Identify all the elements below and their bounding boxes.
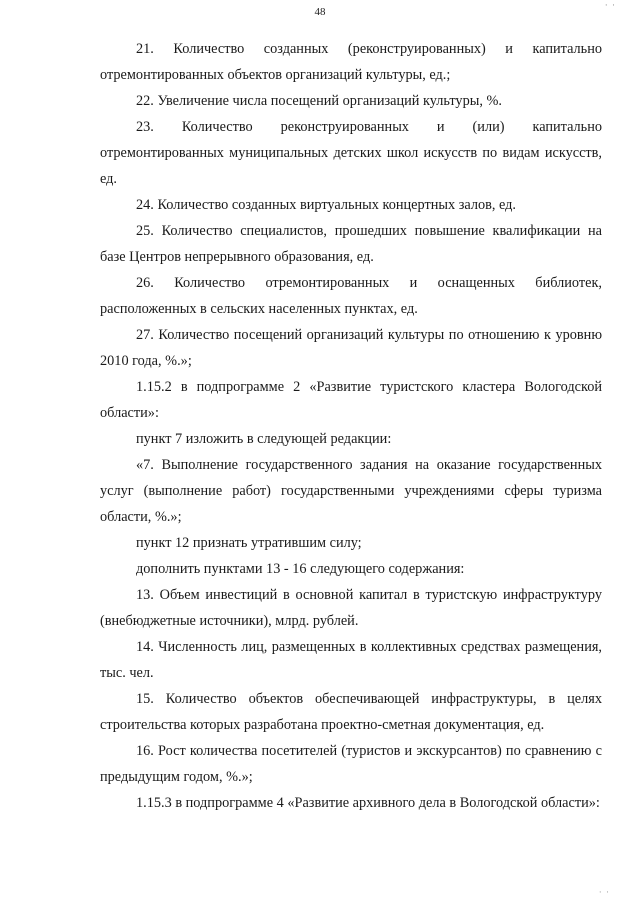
paragraph-item-16: 16. Рост количества посетителей (туристов и экскурсантов) по сравнению с предыдущим годом, %.»;: [100, 743, 602, 785]
paragraph-item-21: 21. Количество созданных (реконструированных) и капитально отремонтированных объектов организаций культуры, ед.;: [100, 41, 602, 83]
paragraph-add-points-instruction: дополнить пунктами 13 - 16 следующего содержания:: [136, 561, 465, 577]
paragraph-point-7-text: «7. Выполнение государственного задания на оказание государственных услуг (выполнение работ) государственными учреждениями сферы туризма области, %.»;: [100, 457, 602, 525]
paragraph-item-23: 23. Количество реконструированных и (или) капитально отремонтированных муниципальных детских школ искусств по видам искусств, ед.: [100, 119, 602, 187]
scan-corner-mark-bottom: · ·: [598, 887, 610, 897]
paragraph-item-27: 27. Количество посещений организаций культуры по отношению к уровню 2010 года, %.»;: [100, 327, 602, 369]
paragraph-subprogram-4-heading: 1.15.3 в подпрограмме 4 «Развитие архивного дела в Вологодской области»:: [136, 795, 600, 811]
paragraph-item-14: 14. Численность лиц, размещенных в коллективных средствах размещения, тыс. чел.: [100, 639, 602, 681]
paragraph-point-7-instruction: пункт 7 изложить в следующей редакции:: [136, 431, 392, 447]
paragraph-subprogram-2-heading: 1.15.2 в подпрограмме 2 «Развитие туристского кластера Вологодской области»:: [100, 379, 602, 421]
paragraph-item-15: 15. Количество объектов обеспечивающей инфраструктуры, в целях строительства которых разработана проектно-сметная документация, ед.: [100, 691, 602, 733]
paragraph-item-22: 22. Увеличение числа посещений организаций культуры, %.: [136, 93, 502, 109]
scan-corner-mark: · ·: [604, 0, 616, 10]
paragraph-item-24: 24. Количество созданных виртуальных концертных залов, ед.: [136, 197, 517, 213]
document-body: [100, 36, 602, 816]
paragraph-item-13: 13. Объем инвестиций в основной капитал в туристскую инфраструктуру (внебюджетные источники), млрд. рублей.: [100, 587, 602, 629]
page-number: 48: [314, 6, 326, 18]
paragraph-item-26: 26. Количество отремонтированных и оснащенных библиотек, расположенных в сельских населенных пунктах, ед.: [100, 275, 602, 317]
paragraph-item-25: 25. Количество специалистов, прошедших повышение квалификации на базе Центров непрерывного образования, ед.: [100, 223, 602, 265]
paragraph-point-12-instruction: пункт 12 признать утратившим силу;: [136, 535, 362, 551]
